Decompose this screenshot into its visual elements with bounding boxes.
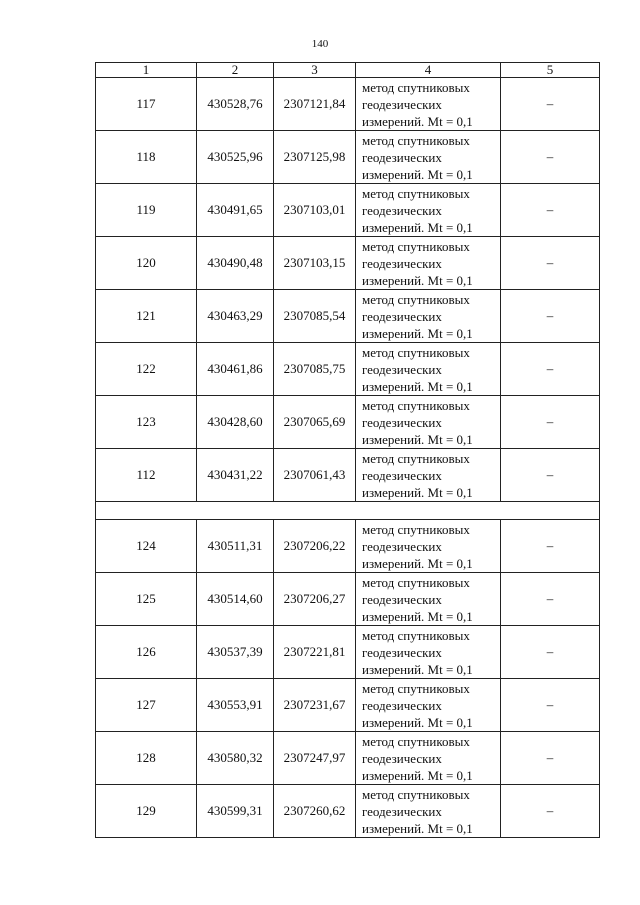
method-text-line: измерений. Mt = 0,1 [362,272,473,288]
group-separator-row [96,502,600,520]
method-text-line: метод спутниковых [362,786,470,802]
y-coordinate-cell: 2307206,22 [274,520,356,573]
method-cell [356,396,501,449]
table-row [96,290,600,343]
method-text-line: измерений. Mt = 0,1 [362,219,473,235]
method-text-line: геодезических [362,591,442,607]
note-cell: – [501,237,600,290]
x-coordinate-cell: 430525,96 [197,131,274,184]
note-cell: – [501,449,600,502]
table-row [96,520,600,573]
method-text-line: метод спутниковых [362,79,470,95]
column-header: 5 [501,63,600,78]
method-text-line: метод спутниковых [362,574,470,590]
x-coordinate-cell: 430428,60 [197,396,274,449]
point-number-cell: 124 [96,520,197,573]
x-coordinate-cell: 430537,39 [197,626,274,679]
table-row [96,573,600,626]
method-text-line: геодезических [362,308,442,324]
method-cell [356,449,501,502]
y-coordinate-cell: 2307247,97 [274,732,356,785]
note-cell: – [501,396,600,449]
table-row [96,626,600,679]
point-number-cell: 129 [96,785,197,838]
point-number-cell: 117 [96,78,197,131]
table-row [96,237,600,290]
note-cell: – [501,184,600,237]
method-text-line: геодезических [362,96,442,112]
group-separator-cell [96,502,600,520]
coordinates-table [95,62,600,838]
point-number-cell: 118 [96,131,197,184]
method-text-line: метод спутниковых [362,680,470,696]
y-coordinate-cell: 2307260,62 [274,785,356,838]
y-coordinate-cell: 2307206,27 [274,573,356,626]
y-coordinate-cell: 2307231,67 [274,679,356,732]
point-number-cell: 121 [96,290,197,343]
x-coordinate-cell: 430431,22 [197,449,274,502]
x-coordinate-cell: 430599,31 [197,785,274,838]
point-number-cell: 125 [96,573,197,626]
method-text-line: геодезических [362,202,442,218]
y-coordinate-cell: 2307125,98 [274,131,356,184]
y-coordinate-cell: 2307221,81 [274,626,356,679]
method-text-line: метод спутниковых [362,344,470,360]
table-row [96,732,600,785]
point-number-cell: 119 [96,184,197,237]
y-coordinate-cell: 2307085,54 [274,290,356,343]
method-cell [356,131,501,184]
method-text-line: измерений. Mt = 0,1 [362,661,473,677]
point-number-cell: 122 [96,343,197,396]
page-number: 140 [311,38,329,50]
method-text-line: измерений. Mt = 0,1 [362,714,473,730]
method-cell [356,520,501,573]
x-coordinate-cell: 430580,32 [197,732,274,785]
method-cell [356,237,501,290]
point-number-cell: 123 [96,396,197,449]
method-text-line: геодезических [362,414,442,430]
note-cell: – [501,679,600,732]
y-coordinate-cell: 2307085,75 [274,343,356,396]
table-row [96,679,600,732]
note-cell: – [501,732,600,785]
method-text-line: измерений. Mt = 0,1 [362,820,473,836]
method-cell [356,626,501,679]
method-text-line: измерений. Mt = 0,1 [362,608,473,624]
method-text-line: геодезических [362,750,442,766]
x-coordinate-cell: 430463,29 [197,290,274,343]
method-text-line: измерений. Mt = 0,1 [362,555,473,571]
column-header: 3 [274,63,356,78]
method-text-line: измерений. Mt = 0,1 [362,325,473,341]
method-cell [356,732,501,785]
column-header: 1 [96,63,197,78]
x-coordinate-cell: 430490,48 [197,237,274,290]
method-text-line: метод спутниковых [362,238,470,254]
method-text-line: измерений. Mt = 0,1 [362,378,473,394]
table-row [96,184,600,237]
note-cell: – [501,290,600,343]
note-cell: – [501,520,600,573]
note-cell: – [501,131,600,184]
y-coordinate-cell: 2307061,43 [274,449,356,502]
x-coordinate-cell: 430553,91 [197,679,274,732]
method-cell [356,785,501,838]
method-cell [356,679,501,732]
method-text-line: метод спутниковых [362,185,470,201]
point-number-cell: 127 [96,679,197,732]
x-coordinate-cell: 430514,60 [197,573,274,626]
note-cell: – [501,78,600,131]
table-row [96,78,600,131]
point-number-cell: 128 [96,732,197,785]
point-number-cell: 120 [96,237,197,290]
method-text-line: метод спутниковых [362,291,470,307]
table-row [96,449,600,502]
method-cell [356,184,501,237]
x-coordinate-cell: 430528,76 [197,78,274,131]
method-text-line: измерений. Mt = 0,1 [362,166,473,182]
method-text-line: метод спутниковых [362,450,470,466]
method-text-line: измерений. Mt = 0,1 [362,484,473,500]
method-text-line: измерений. Mt = 0,1 [362,113,473,129]
method-text-line: геодезических [362,467,442,483]
x-coordinate-cell: 430491,65 [197,184,274,237]
method-text-line: геодезических [362,149,442,165]
method-cell [356,290,501,343]
method-text-line: метод спутниковых [362,521,470,537]
method-cell [356,343,501,396]
method-text-line: метод спутниковых [362,733,470,749]
x-coordinate-cell: 430461,86 [197,343,274,396]
note-cell: – [501,343,600,396]
note-cell: – [501,785,600,838]
note-cell: – [501,573,600,626]
method-text-line: метод спутниковых [362,627,470,643]
method-text-line: метод спутниковых [362,132,470,148]
method-text-line: геодезических [362,255,442,271]
method-cell [356,78,501,131]
method-text-line: геодезических [362,361,442,377]
table-row [96,343,600,396]
method-text-line: измерений. Mt = 0,1 [362,767,473,783]
y-coordinate-cell: 2307121,84 [274,78,356,131]
method-text-line: метод спутниковых [362,397,470,413]
method-text-line: геодезических [362,803,442,819]
column-header: 4 [356,63,501,78]
table-row [96,131,600,184]
x-coordinate-cell: 430511,31 [197,520,274,573]
method-text-line: геодезических [362,697,442,713]
column-header: 2 [197,63,274,78]
y-coordinate-cell: 2307065,69 [274,396,356,449]
table-row [96,396,600,449]
method-text-line: измерений. Mt = 0,1 [362,431,473,447]
y-coordinate-cell: 2307103,01 [274,184,356,237]
point-number-cell: 112 [96,449,197,502]
note-cell: – [501,626,600,679]
method-text-line: геодезических [362,538,442,554]
point-number-cell: 126 [96,626,197,679]
table-header-row [96,63,600,78]
method-cell [356,573,501,626]
table-row [96,785,600,838]
method-text-line: геодезических [362,644,442,660]
y-coordinate-cell: 2307103,15 [274,237,356,290]
